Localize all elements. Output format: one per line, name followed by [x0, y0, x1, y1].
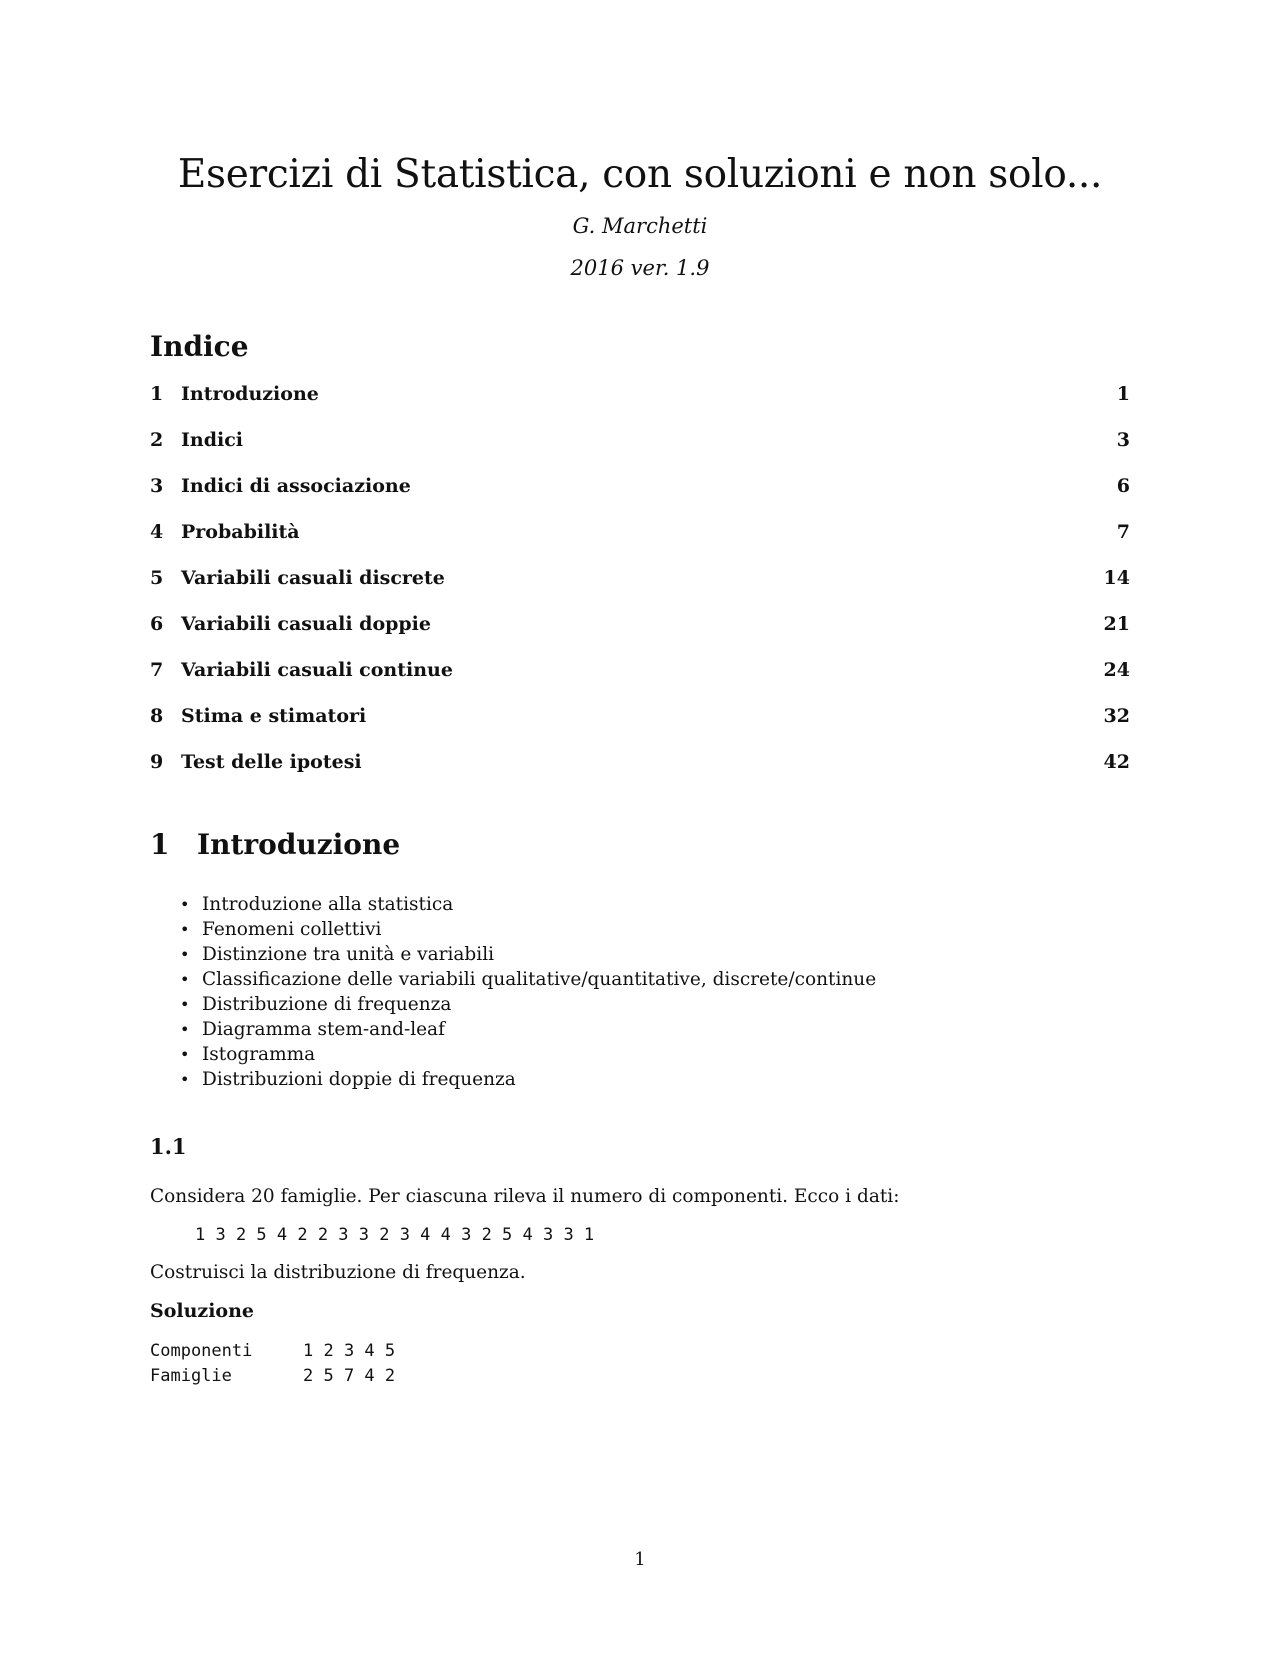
document-page	[150, 0, 1130, 1656]
toc-entry-page: 32	[1103, 705, 1130, 727]
toc-entry-title: Indici di associazione	[181, 475, 411, 497]
toc-entry-number: 7	[150, 659, 164, 681]
toc-heading: Indice	[150, 330, 249, 363]
section-heading	[150, 828, 400, 861]
exercise-data: 1 3 2 5 4 2 2 3 3 2 3 4 4 3 2 5 4 3 3 1	[195, 1225, 595, 1245]
toc-entry[interactable]	[150, 613, 1130, 659]
toc-entry[interactable]	[150, 751, 1130, 797]
toc-entry[interactable]	[150, 567, 1130, 613]
toc-entry-title: Variabili casuali continue	[181, 659, 453, 681]
table-row	[150, 1364, 395, 1389]
list-item: • Distinzione tra unità e variabili	[202, 942, 876, 967]
document-date: 2016 ver. 1.9	[570, 256, 710, 280]
toc-entry-page: 21	[1103, 613, 1130, 635]
toc-entry-number: 4	[150, 521, 164, 543]
document-author: G. Marchetti	[572, 214, 708, 238]
toc-entry[interactable]	[150, 659, 1130, 705]
toc-entry-number: 3	[150, 475, 164, 497]
toc-entry[interactable]	[150, 383, 1130, 429]
toc-entry-number: 5	[150, 567, 164, 589]
toc-entry-title: Variabili casuali discrete	[181, 567, 445, 589]
toc-entry[interactable]	[150, 705, 1130, 751]
toc-entry-number: 2	[150, 429, 164, 451]
toc-entry-title: Test delle ipotesi	[181, 751, 362, 773]
toc-entry-title: Variabili casuali doppie	[181, 613, 431, 635]
toc-entry-page: 7	[1116, 521, 1130, 543]
toc-entry[interactable]	[150, 475, 1130, 521]
list-item: • Introduzione alla statistica	[202, 892, 876, 917]
topic-list	[202, 892, 876, 1092]
list-item: • Istogramma	[202, 1042, 876, 1067]
row-values: 1 2 3 4 5	[303, 1341, 396, 1361]
exercise-text: Considera 20 famiglie. Per ciascuna rileva il numero di componenti. Ecco i dati:	[150, 1186, 900, 1207]
toc-entry-page: 42	[1103, 751, 1130, 773]
toc-entry-title: Probabilità	[181, 521, 300, 543]
section-number: 1	[150, 828, 170, 861]
toc-entry-title: Stima e stimatori	[181, 705, 367, 727]
toc-entry-title: Introduzione	[181, 383, 319, 405]
toc-entry-number: 1	[150, 383, 164, 405]
toc-entry-page: 3	[1116, 429, 1130, 451]
row-values: 2 5 7 4 2	[303, 1366, 396, 1386]
solution-label: Soluzione	[150, 1300, 255, 1322]
table-row	[150, 1339, 395, 1364]
toc-entry-page: 24	[1103, 659, 1130, 681]
list-item: • Fenomeni collettivi	[202, 917, 876, 942]
toc-entry-title: Indici	[181, 429, 243, 451]
toc-entry[interactable]	[150, 521, 1130, 567]
list-item: • Distribuzione di frequenza	[202, 992, 876, 1017]
page-number: 1	[634, 1549, 646, 1570]
toc-entry-page: 1	[1116, 383, 1130, 405]
list-item: • Diagramma stem-and-leaf	[202, 1017, 876, 1042]
row-label: Famiglie	[150, 1366, 232, 1386]
toc-entry-number: 8	[150, 705, 164, 727]
list-item: • Distribuzioni doppie di frequenza	[202, 1067, 876, 1092]
frequency-table	[150, 1339, 395, 1389]
exercise-question: Costruisci la distribuzione di frequenza.	[150, 1262, 526, 1283]
toc-entry-number: 6	[150, 613, 164, 635]
toc-entry-page: 6	[1116, 475, 1130, 497]
exercise-heading: 1.1	[150, 1134, 187, 1159]
list-item: • Classificazione delle variabili qualitative/quantitative, discrete/continue	[202, 967, 876, 992]
toc-entry-page: 14	[1103, 567, 1130, 589]
toc-entry[interactable]	[150, 429, 1130, 475]
section-title: Introduzione	[197, 828, 401, 861]
row-label: Componenti	[150, 1341, 253, 1361]
toc-entry-number: 9	[150, 751, 164, 773]
document-title: Esercizi di Statistica, con soluzioni e non solo...	[177, 152, 1103, 197]
table-of-contents	[150, 383, 1130, 797]
